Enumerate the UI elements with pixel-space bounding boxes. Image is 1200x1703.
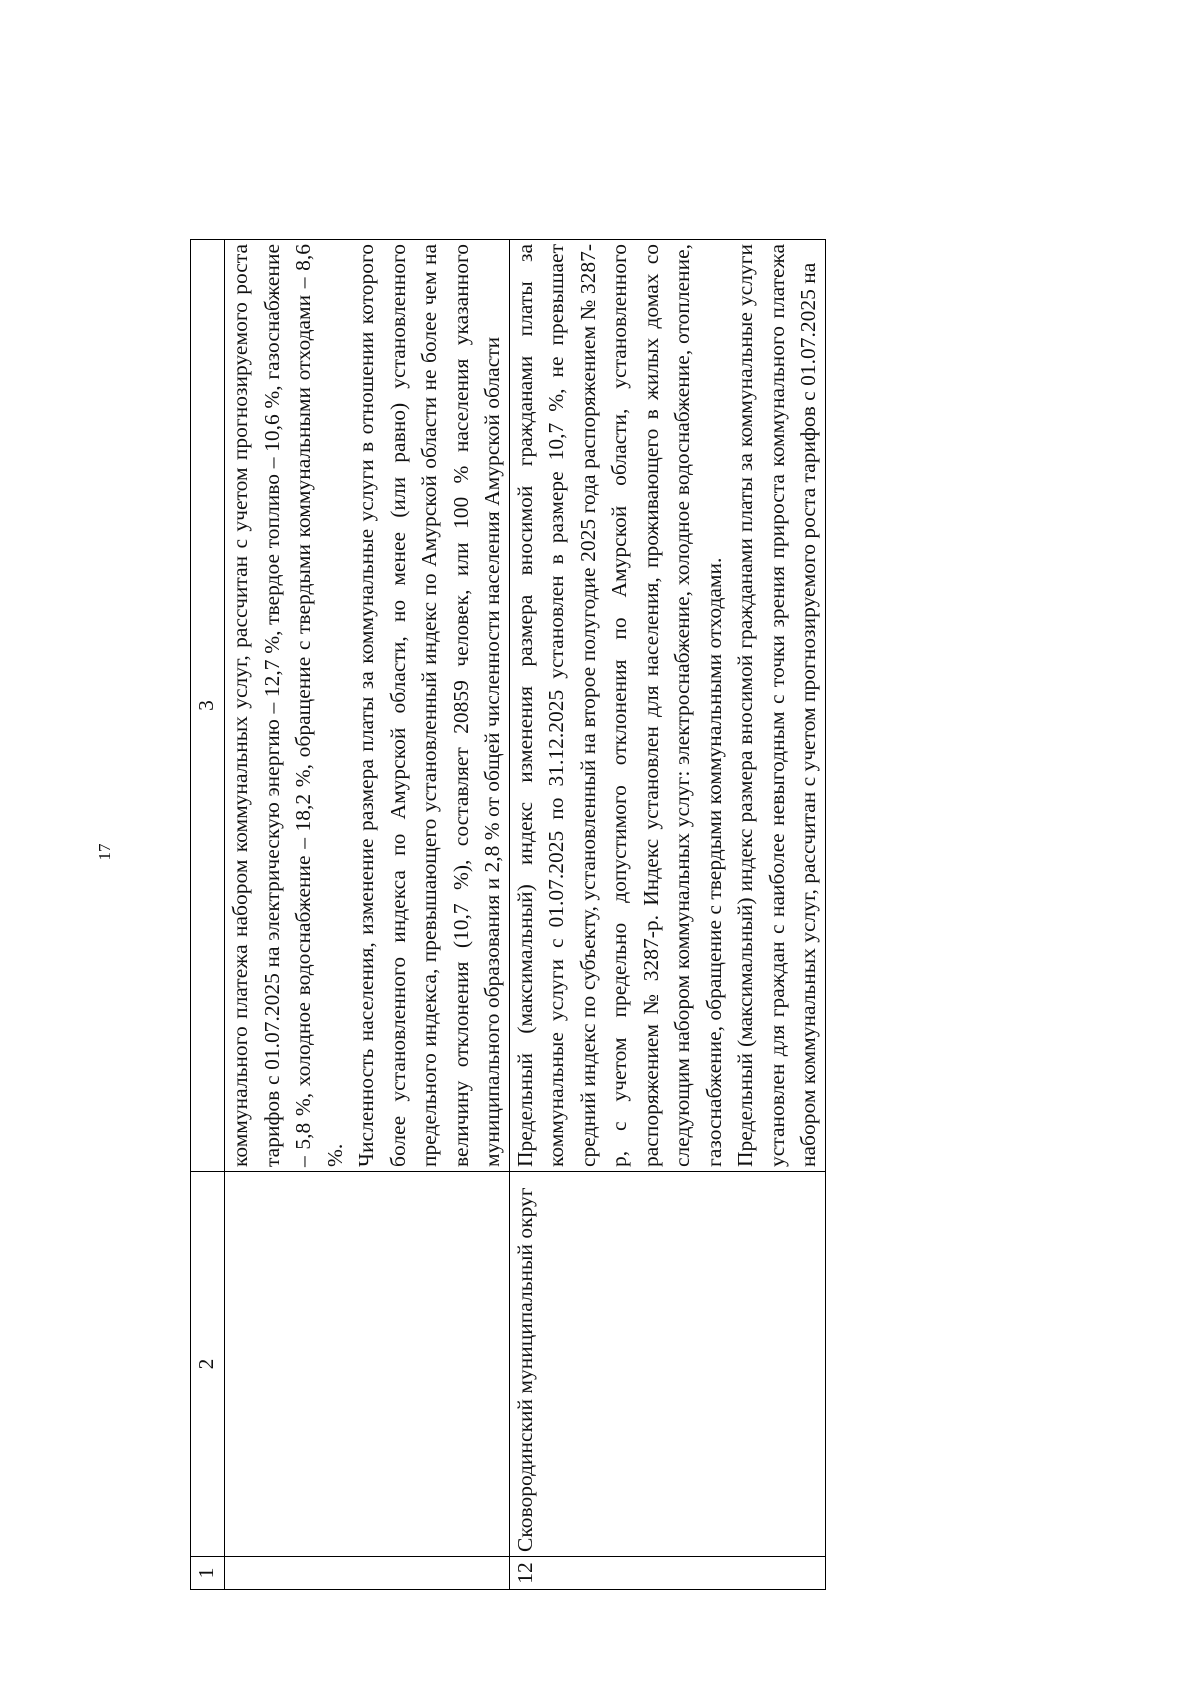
description-paragraph: Численность населения, изменение размера платы за коммунальные услуги в отношении которого более установленного индекса по Амурской области, но менее (или равно) установленного предельного индекса, превышающего установленный индекс по Амурской области не более чем на величину отклонения (10,7 %), составляет 20859 человек, или 100 % населения указанного муниципального образования и 2,8 % от общей численности населения Амурской области: [354, 244, 504, 1167]
header-col-1: 1: [191, 1557, 225, 1590]
description-paragraph: Предельный (максимальный) индекс изменения размера вносимой гражданами платы за коммунальные услуги с 01.07.2025 по 31.12.2025 установлен в размере 10,7 %, не превышает средний индекс по субъекту, установленный на второе полугодие 2025 года распоряжением № 3287-р, с учетом предельно допустимого отклонения по Амурской области, установленного распоряжением № 3287-р. Индекс установлен для населения, проживающего в жилых домах со следующим набором коммунальных услуг: электроснабжение, холодное водоснабжение, отопление, газоснабжение, обращение с твердыми коммунальными отходами.: [512, 244, 726, 1167]
description-paragraph: коммунального платежа набором коммунальных услуг, рассчитан с учетом прогнозируемого роста тарифов с 01.07.2025 на электрическую энергию – 12,7 %, твердое топливо – 10,6 %, газоснабжение – 5,8 %, холодное водоснабжение – 18,2 %, обращение с твердыми коммунальными отходами – 8,6 %.: [228, 244, 347, 1167]
municipality-name: Сковородинский муниципальный округ: [509, 1172, 825, 1557]
description-cell: [225, 240, 510, 1172]
header-col-3: 3: [191, 240, 225, 1172]
page-number: 17: [95, 843, 114, 861]
municipality-name: [225, 1172, 510, 1557]
rotated-table-container: [190, 240, 1040, 1590]
table-row: [225, 240, 510, 1590]
row-number: [225, 1557, 510, 1590]
index-table: [190, 239, 826, 1590]
table-header-row: [191, 240, 225, 1590]
description-paragraph: Предельный (максимальный) индекс размера вносимой гражданами платы за коммунальные услуги установлен для граждан с наиболее невыгодным с точки зрения прироста коммунального платежа набором коммунальных услуг, рассчитан с учетом прогнозируемого роста тарифов с 01.07.2025 на: [733, 244, 820, 1167]
table-row: [509, 240, 825, 1590]
row-number: 12: [509, 1557, 825, 1590]
header-col-2: 2: [191, 1172, 225, 1557]
description-cell: [509, 240, 825, 1172]
